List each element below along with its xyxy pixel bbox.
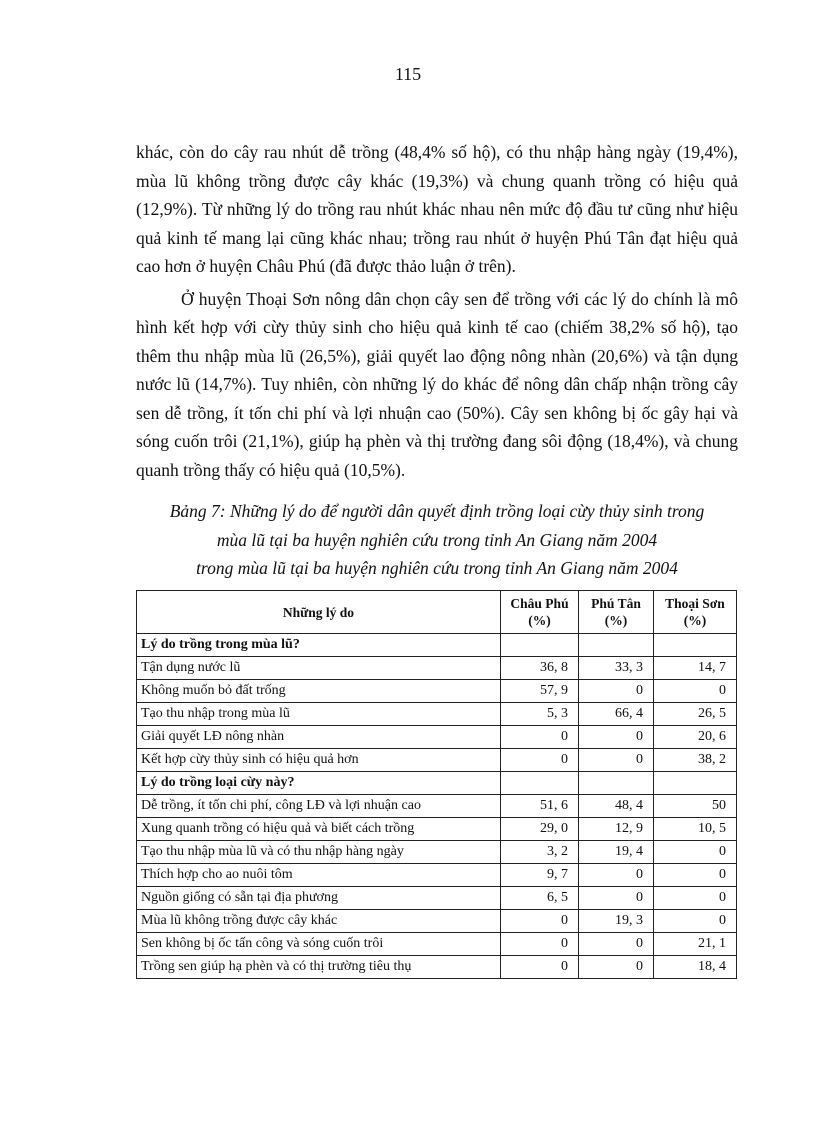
reason-cell: Sen không bị ốc tấn công và sóng cuốn trôi — [137, 933, 501, 956]
value-cell: 0 — [501, 726, 579, 749]
empty-cell — [654, 634, 737, 657]
reason-cell: Nguồn giống có sẵn tại địa phương — [137, 887, 501, 910]
paragraph: khác, còn do cây rau nhút dễ trồng (48,4% số hộ), có thu nhập hàng ngày (19,4%), mùa lũ không trồng được cây khác (19,3%) và chung quanh trồng có hiệu quả (12,9%). Từ những lý do trồng rau nhút khác nhau nên mức độ đầu tư cũng như hiệu quả kinh tế mang lại cũng khác nhau; trồng rau nhút ở huyện Phú Tân đạt hiệu quả cao hơn ở huyện Châu Phú (đã được thảo luận ở trên). — [136, 142, 738, 276]
table-row — [137, 910, 737, 933]
value-cell: 33, 3 — [579, 657, 654, 680]
header-thoai-son: Thoại Sơn (%) — [654, 591, 737, 634]
value-cell: 5, 3 — [501, 703, 579, 726]
header-phu-tan: Phú Tân (%) — [579, 591, 654, 634]
reason-cell: Không muốn bỏ đất trống — [137, 680, 501, 703]
table-row — [137, 933, 737, 956]
value-cell: 0 — [654, 887, 737, 910]
value-cell: 12, 9 — [579, 818, 654, 841]
value-cell: 14, 7 — [654, 657, 737, 680]
value-cell: 0 — [579, 680, 654, 703]
value-cell: 18, 4 — [654, 956, 737, 979]
section-title: Lý do trồng loại cừy này? — [137, 772, 501, 795]
table-row — [137, 726, 737, 749]
reason-cell: Tạo thu nhập trong mùa lũ — [137, 703, 501, 726]
value-cell: 9, 7 — [501, 864, 579, 887]
value-cell: 0 — [579, 887, 654, 910]
value-cell: 0 — [654, 910, 737, 933]
reason-cell: Giải quyết LĐ nông nhàn — [137, 726, 501, 749]
header-reason: Những lý do — [137, 591, 501, 634]
table-row — [137, 703, 737, 726]
value-cell: 0 — [654, 864, 737, 887]
caption-line: Bảng 7: Những lý do để người dân quyết định trồng loại cừy thủy sinh trong — [169, 501, 705, 521]
table-row — [137, 887, 737, 910]
value-cell: 0 — [501, 910, 579, 933]
table-section-row — [137, 634, 737, 657]
paragraph: Ở huyện Thoại Sơn nông dân chọn cây sen để trồng với các lý do chính là mô hình kết hợp với cừy thủy sinh cho hiệu quả kinh tế cao (chiếm 38,2% số hộ), tạo thêm thu nhập mùa lũ (26,5%), giải quyết lao động nông nhàn (20,6%) và tận dụng nước lũ (14,7%). Tuy nhiên, còn những lý do khác để nông dân chấp nhận trồng cây sen dễ trồng, ít tốn chi phí và lợi nhuận cao (50%). Cây sen không bị ốc gây hại và sóng cuốn trôi (21,1%), giúp hạ phèn và thị trường đang sôi động (18,4%), và chung quanh trồng thấy có hiệu quả (10,5%). — [136, 288, 738, 480]
reason-cell: Trồng sen giúp hạ phèn và có thị trường tiêu thụ — [137, 956, 501, 979]
body-text — [136, 138, 738, 488]
value-cell: 0 — [501, 749, 579, 772]
page-number: 115 — [394, 64, 422, 84]
table-row — [137, 818, 737, 841]
reason-cell: Dễ trồng, ít tốn chi phí, công LĐ và lợi nhuận cao — [137, 795, 501, 818]
table-row — [137, 749, 737, 772]
value-cell: 20, 6 — [654, 726, 737, 749]
header-chau-phu: Châu Phú (%) — [501, 591, 579, 634]
table-row — [137, 795, 737, 818]
value-cell: 50 — [654, 795, 737, 818]
value-cell: 0 — [501, 956, 579, 979]
value-cell: 26, 5 — [654, 703, 737, 726]
value-cell: 10, 5 — [654, 818, 737, 841]
empty-cell — [501, 772, 579, 795]
empty-cell — [579, 634, 654, 657]
value-cell: 0 — [579, 726, 654, 749]
value-cell: 51, 6 — [501, 795, 579, 818]
table-section-row — [137, 772, 737, 795]
value-cell: 0 — [579, 933, 654, 956]
table-row — [137, 864, 737, 887]
value-cell: 29, 0 — [501, 818, 579, 841]
reasons-table — [136, 590, 737, 979]
reason-cell: Thích hợp cho ao nuôi tôm — [137, 864, 501, 887]
value-cell: 0 — [654, 680, 737, 703]
reason-cell: Xung quanh trồng có hiệu quả và biết cách trồng — [137, 818, 501, 841]
caption-line: mùa lũ tại ba huyện nghiên cứu trong tỉnh An Giang năm 2004 — [216, 529, 658, 550]
value-cell: 19, 3 — [579, 910, 654, 933]
value-cell: 0 — [579, 749, 654, 772]
value-cell: 0 — [579, 956, 654, 979]
table-header-row — [137, 591, 737, 634]
reason-cell: Tạo thu nhập mùa lũ và có thu nhập hàng ngày — [137, 841, 501, 864]
value-cell: 48, 4 — [579, 795, 654, 818]
section-title: Lý do trồng trong mùa lũ? — [137, 634, 501, 657]
reason-cell: Tận dụng nước lũ — [137, 657, 501, 680]
value-cell: 3, 2 — [501, 841, 579, 864]
caption-line: trong mùa lũ tại ba huyện nghiên cứu trong tỉnh An Giang năm 2004 — [196, 558, 678, 578]
table-caption — [136, 497, 738, 583]
value-cell: 57, 9 — [501, 680, 579, 703]
value-cell: 0 — [654, 841, 737, 864]
empty-cell — [501, 634, 579, 657]
value-cell: 66, 4 — [579, 703, 654, 726]
value-cell: 0 — [501, 933, 579, 956]
table-row — [137, 657, 737, 680]
value-cell: 19, 4 — [579, 841, 654, 864]
table-row — [137, 956, 737, 979]
empty-cell — [654, 772, 737, 795]
reason-cell: Kết hợp cừy thủy sinh có hiệu quả hơn — [137, 749, 501, 772]
value-cell: 6, 5 — [501, 887, 579, 910]
value-cell: 21, 1 — [654, 933, 737, 956]
table-row — [137, 841, 737, 864]
empty-cell — [579, 772, 654, 795]
value-cell: 36, 8 — [501, 657, 579, 680]
table-row — [137, 680, 737, 703]
value-cell: 38, 2 — [654, 749, 737, 772]
value-cell: 0 — [579, 864, 654, 887]
reason-cell: Mùa lũ không trồng được cây khác — [137, 910, 501, 933]
